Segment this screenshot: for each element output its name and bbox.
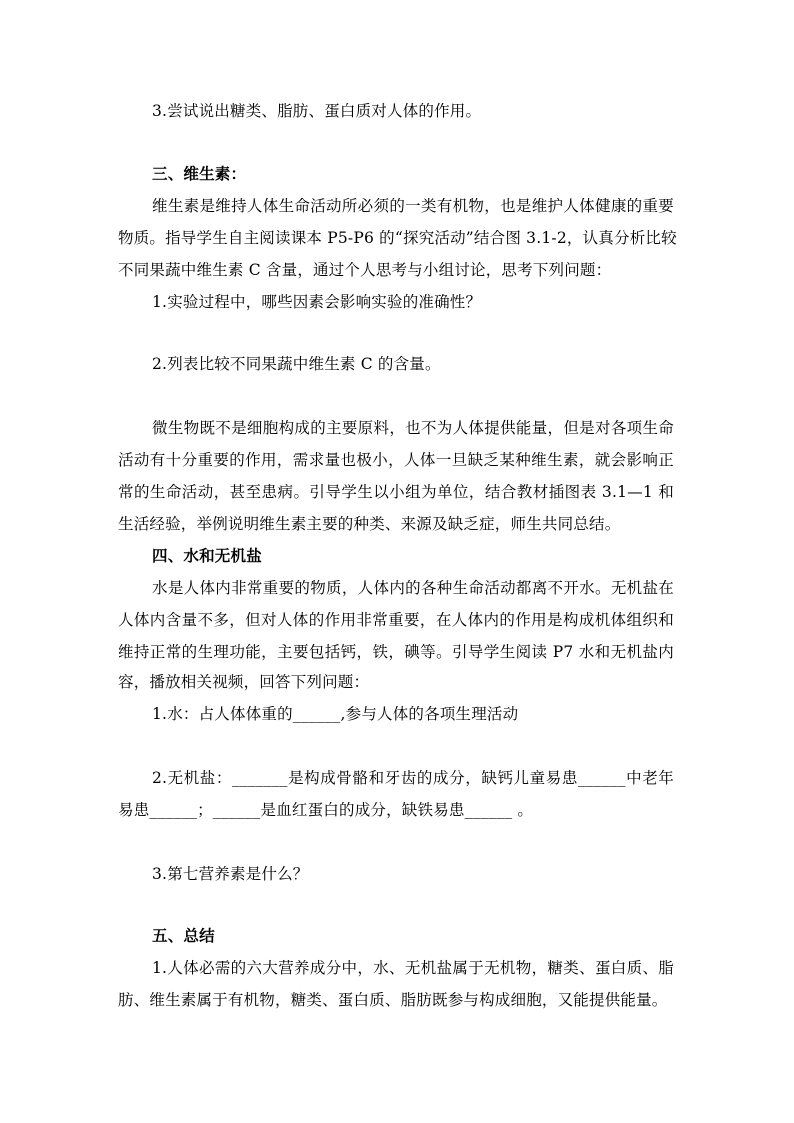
section3-paragraph2-line4: 生活经验，举例说明维生素主要的种类、来源及缺乏症，师生共同总结。 xyxy=(118,515,621,533)
section4-paragraph1-line2: 人体内含量不多，但对人体的作用非常重要，在人体内的作用是构成机体组织和 xyxy=(118,611,674,629)
section5-heading: 五、总结 xyxy=(152,927,215,945)
section4-question-2-line2: 易患______；______是血红蛋白的成分，缺铁易患______ 。 xyxy=(118,801,534,819)
section2-question-3: 3.尝试说出糖类、脂肪、蛋白质对人体的作用。 xyxy=(152,102,482,120)
section4-paragraph1-line3: 维持正常的生理功能，主要包括钙，铁，碘等。引导学生阅读 P7 水和无机盐内 xyxy=(118,643,674,661)
section3-question-2: 2.列表比较不同果蔬中维生素 C 的含量。 xyxy=(152,355,441,373)
section4-heading: 四、水和无机盐 xyxy=(152,547,262,565)
section3-paragraph2-line1: 微生物既不是细胞构成的主要原料，也不为人体提供能量，但是对各项生命 xyxy=(152,419,674,437)
section3-paragraph2-line2: 活动有十分重要的作用，需求量也极小，人体一旦缺乏某种维生素，就会影响正 xyxy=(118,451,674,469)
section3-question-1: 1.实验过程中，哪些因素会影响实验的准确性？ xyxy=(152,293,482,311)
section5-line1: 1.人体必需的六大营养成分中，水、无机盐属于无机物，糖类、蛋白质、脂 xyxy=(152,959,674,977)
section4-paragraph1-line1: 水是人体内非常重要的物质，人体内的各种生命活动都离不开水。无机盐在 xyxy=(152,579,674,597)
section4-paragraph1-line4: 容，播放相关视频，回答下列问题： xyxy=(118,673,370,691)
section5-line2: 肪、维生素属于有机物，糖类、蛋白质、脂肪既参与构成细胞，又能提供能量。 xyxy=(118,991,668,1009)
section4-question-1: 1.水：占人体体重的______,参与人体的各项生理活动 xyxy=(152,705,519,723)
section4-question-2-line1: 2.无机盐：_______是构成骨骼和牙齿的成分，缺钙儿童易患______中老年 xyxy=(152,769,674,787)
section4-question-3: 3.第七营养素是什么？ xyxy=(152,865,309,883)
section3-paragraph1-line2: 物质。指导学生自主阅读课本 P5-P6 的“探究活动”结合图 3.1-2，认真分析比较 xyxy=(118,229,677,247)
section3-paragraph2-line3: 常的生命活动，甚至患病。引导学生以小组为单位，结合教材插图表 3.1—1 和 xyxy=(118,483,674,501)
section3-paragraph1-line1: 维生素是维持人体生命活动所必须的一类有机物，也是维护人体健康的重要 xyxy=(152,197,674,215)
section3-paragraph1-line3: 不同果蔬中维生素 C 含量，通过个人思考与小组讨论，思考下列问题： xyxy=(118,261,612,279)
section3-heading: 三、维生素： xyxy=(152,165,247,183)
